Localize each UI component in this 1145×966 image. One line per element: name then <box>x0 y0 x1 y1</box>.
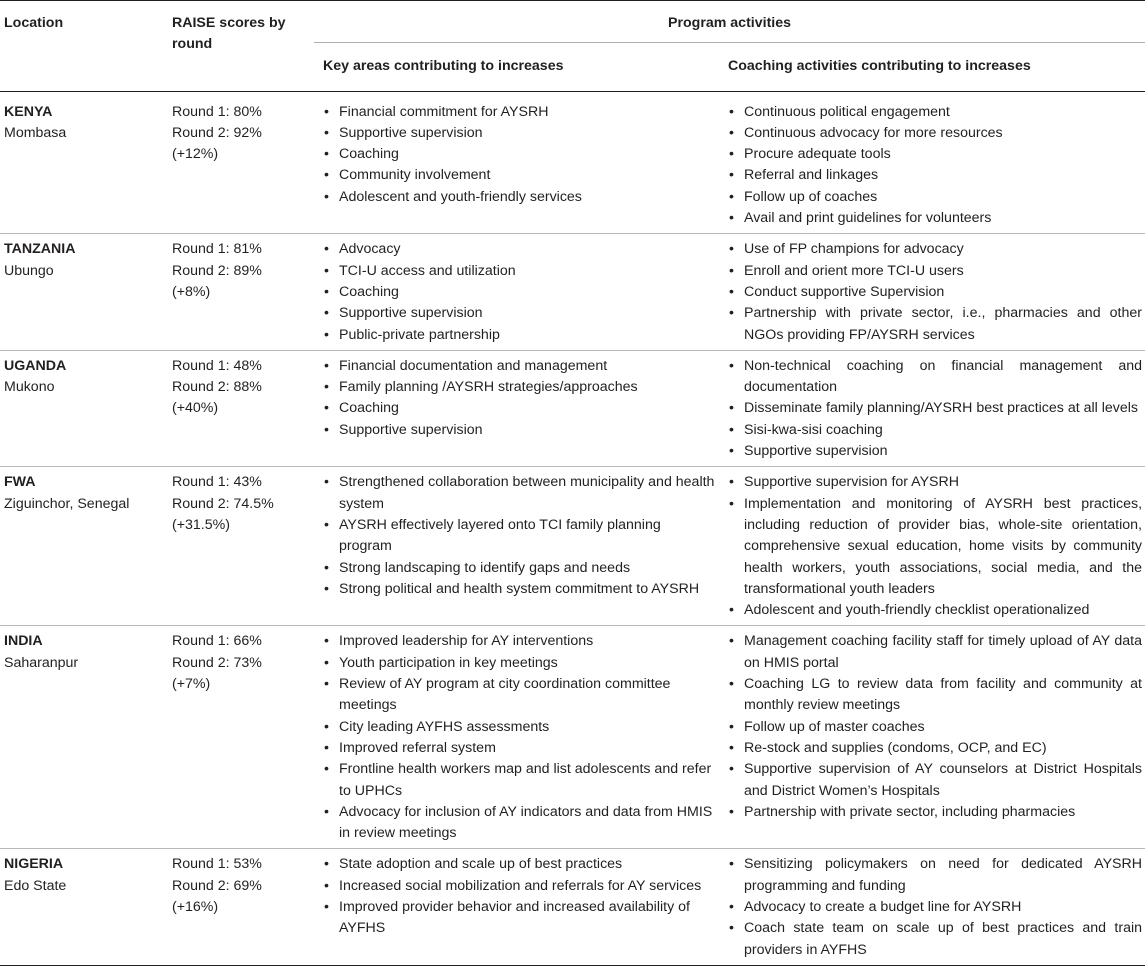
location-cell <box>0 467 167 626</box>
raise-score: Round 1: 48% <box>172 357 262 374</box>
raise-score: Round 2: 73% <box>172 654 262 671</box>
location-cell <box>0 91 167 234</box>
table-row <box>0 626 1145 849</box>
raise-score: (+8%) <box>172 283 211 300</box>
table-row <box>0 350 1145 466</box>
raise-score: Round 2: 74.5% <box>172 495 274 512</box>
key-area-item: • Supportive supervision <box>323 123 717 144</box>
header-raise-scores: RAISE scores by round <box>167 1 314 92</box>
key-area-item: • Improved provider behavior and increased availability of AYFHS <box>323 897 717 940</box>
raise-scores-cell <box>167 626 314 849</box>
place-name: Ubungo <box>4 262 54 279</box>
raise-score: Round 2: 88% <box>172 379 262 396</box>
table-body <box>0 91 1145 965</box>
key-area-item: • Financial documentation and management <box>323 356 717 377</box>
coaching-activities-cell <box>717 626 1145 849</box>
coaching-item: • Continuous advocacy for more resources <box>728 123 1142 144</box>
key-areas-cell <box>314 467 717 626</box>
coaching-item: • Implementation and monitoring of AYSRH best practices, including reduction of provider bias, whole-site orientation, comprehensive sexual education, home visits by community health workers, youth associations, social media, and the transformational youth leaders <box>728 494 1142 600</box>
key-area-item: • Advocacy for inclusion of AY indicators and data from HMIS in review meetings <box>323 802 717 845</box>
raise-scores-cell <box>167 467 314 626</box>
coaching-item: • Follow up of coaches <box>728 187 1142 208</box>
key-area-item: • Adolescent and youth-friendly services <box>323 187 717 208</box>
key-areas-cell-list <box>323 356 717 441</box>
coaching-item: • Use of FP champions for advocacy <box>728 239 1142 260</box>
key-area-item: • Improved leadership for AY interventions <box>323 631 717 652</box>
country-name: UGANDA <box>4 357 67 374</box>
raise-score: (+31.5%) <box>172 516 230 533</box>
coaching-activities-cell-list <box>728 356 1142 462</box>
header-key-areas: Key areas contributing to increases <box>314 43 717 91</box>
coaching-item: • Coaching LG to review data from facility and community at monthly review meetings <box>728 674 1142 717</box>
raise-score: (+7%) <box>172 676 211 693</box>
coaching-activities-cell-list <box>728 854 1142 960</box>
coaching-item: • Enroll and orient more TCI-U users <box>728 261 1142 282</box>
coaching-item: • Non-technical coaching on financial management and documentation <box>728 356 1142 399</box>
key-area-item: • Supportive supervision <box>323 303 717 324</box>
key-area-item: • State adoption and scale up of best practices <box>323 854 717 875</box>
table-row <box>0 234 1145 350</box>
raise-score: Round 2: 92% <box>172 124 262 141</box>
coaching-item: • Adolescent and youth-friendly checklist operationalized <box>728 600 1142 621</box>
coaching-item: • Sisi-kwa-sisi coaching <box>728 420 1142 441</box>
country-name: INDIA <box>4 633 43 650</box>
key-area-item: • Coaching <box>323 144 717 165</box>
key-areas-cell <box>314 626 717 849</box>
place-name: Saharanpur <box>4 654 79 671</box>
coaching-activities-cell-list <box>728 472 1142 621</box>
place-name: Ziguinchor, Senegal <box>4 495 130 512</box>
key-areas-cell-list <box>323 102 717 208</box>
key-areas-cell <box>314 234 717 350</box>
country-name: FWA <box>4 474 36 491</box>
raise-scores-cell <box>167 234 314 350</box>
key-area-item: • Public-private partnership <box>323 325 717 346</box>
place-name: Edo State <box>4 877 67 894</box>
key-area-item: • AYSRH effectively layered onto TCI family planning program <box>323 515 717 558</box>
location-cell <box>0 849 167 965</box>
key-area-item: • TCI-U access and utilization <box>323 261 717 282</box>
key-area-item: • Coaching <box>323 398 717 419</box>
raise-score: Round 2: 69% <box>172 877 262 894</box>
raise-score: (+40%) <box>172 400 219 417</box>
table-row <box>0 467 1145 626</box>
key-area-item: • Supportive supervision <box>323 420 717 441</box>
key-area-item: • Advocacy <box>323 239 717 260</box>
raise-score: (+16%) <box>172 898 219 915</box>
coaching-item: • Partnership with private sector, i.e., pharmacies and other NGOs providing FP/AYSRH services <box>728 303 1142 346</box>
key-area-item: • Family planning /AYSRH strategies/approaches <box>323 377 717 398</box>
coaching-item: • Referral and linkages <box>728 165 1142 186</box>
raise-scores-cell <box>167 350 314 466</box>
coaching-activities-cell <box>717 849 1145 965</box>
coaching-item: • Disseminate family planning/AYSRH best practices at all levels <box>728 398 1142 419</box>
raise-score: Round 1: 43% <box>172 474 262 491</box>
key-area-item: • Youth participation in key meetings <box>323 653 717 674</box>
key-area-item: • Strengthened collaboration between municipality and health system <box>323 472 717 515</box>
key-areas-cell-list <box>323 239 717 345</box>
key-area-item: • City leading AYFHS assessments <box>323 717 717 738</box>
location-cell <box>0 350 167 466</box>
key-area-item: • Coaching <box>323 282 717 303</box>
key-areas-cell-list <box>323 472 717 600</box>
coaching-activities-cell-list <box>728 102 1142 230</box>
coaching-item: • Supportive supervision for AYSRH <box>728 472 1142 493</box>
raise-score: Round 1: 81% <box>172 241 262 258</box>
key-areas-cell-list <box>323 854 717 939</box>
coaching-item: • Supportive supervision <box>728 441 1142 462</box>
key-area-item: • Strong political and health system commitment to AYSRH <box>323 579 717 600</box>
coaching-item: • Continuous political engagement <box>728 102 1142 123</box>
raise-scores-cell <box>167 849 314 965</box>
place-name: Mukono <box>4 379 55 396</box>
key-area-item: • Financial commitment for AYSRH <box>323 102 717 123</box>
location-cell <box>0 234 167 350</box>
coaching-item: • Conduct supportive Supervision <box>728 282 1142 303</box>
country-name: KENYA <box>4 103 53 120</box>
coaching-activities-cell <box>717 350 1145 466</box>
location-cell <box>0 626 167 849</box>
header-program-activities: Program activities <box>314 1 1145 43</box>
key-area-item: • Strong landscaping to identify gaps and needs <box>323 558 717 579</box>
key-area-item: • Community involvement <box>323 165 717 186</box>
coaching-item: • Advocacy to create a budget line for AYSRH <box>728 897 1142 918</box>
key-areas-cell <box>314 849 717 965</box>
coaching-item: • Avail and print guidelines for volunteers <box>728 208 1142 229</box>
place-name: Mombasa <box>4 124 67 141</box>
coaching-item: • Partnership with private sector, including pharmacies <box>728 802 1142 823</box>
key-areas-cell-list <box>323 631 717 844</box>
key-area-item: • Review of AY program at city coordination committee meetings <box>323 674 717 717</box>
country-name: TANZANIA <box>4 241 76 258</box>
coaching-item: • Follow up of master coaches <box>728 717 1142 738</box>
key-areas-cell <box>314 91 717 234</box>
coaching-item: • Management coaching facility staff for timely upload of AY data on HMIS portal <box>728 631 1142 674</box>
raise-score: Round 1: 80% <box>172 103 262 120</box>
table-row <box>0 849 1145 965</box>
table-header <box>0 1 1145 92</box>
coaching-activities-cell-list <box>728 631 1142 823</box>
coaching-activities-cell <box>717 467 1145 626</box>
key-area-item: • Frontline health workers map and list adolescents and refer to UPHCs <box>323 759 717 802</box>
raise-score: Round 2: 89% <box>172 262 262 279</box>
raise-score: Round 1: 53% <box>172 856 262 873</box>
coaching-item: • Coach state team on scale up of best practices and train providers in AYFHS <box>728 918 1142 961</box>
coaching-activities-cell <box>717 91 1145 234</box>
key-area-item: • Increased social mobilization and referrals for AY services <box>323 876 717 897</box>
key-areas-cell <box>314 350 717 466</box>
header-coaching-activities: Coaching activities contributing to increases <box>717 43 1145 91</box>
table-row <box>0 91 1145 234</box>
coaching-item: • Re-stock and supplies (condoms, OCP, and EC) <box>728 738 1142 759</box>
coaching-activities-cell-list <box>728 239 1142 345</box>
raise-score: (+12%) <box>172 146 219 163</box>
coaching-item: • Supportive supervision of AY counselors at District Hospitals and District Women’s Hospitals <box>728 759 1142 802</box>
coaching-item: • Sensitizing policymakers on need for dedicated AYSRH programming and funding <box>728 854 1142 897</box>
coaching-item: • Procure adequate tools <box>728 144 1142 165</box>
raise-score: Round 1: 66% <box>172 633 262 650</box>
key-area-item: • Improved referral system <box>323 738 717 759</box>
header-location: Location <box>0 1 167 92</box>
coaching-activities-cell <box>717 234 1145 350</box>
raise-scores-cell <box>167 91 314 234</box>
country-name: NIGERIA <box>4 856 64 873</box>
